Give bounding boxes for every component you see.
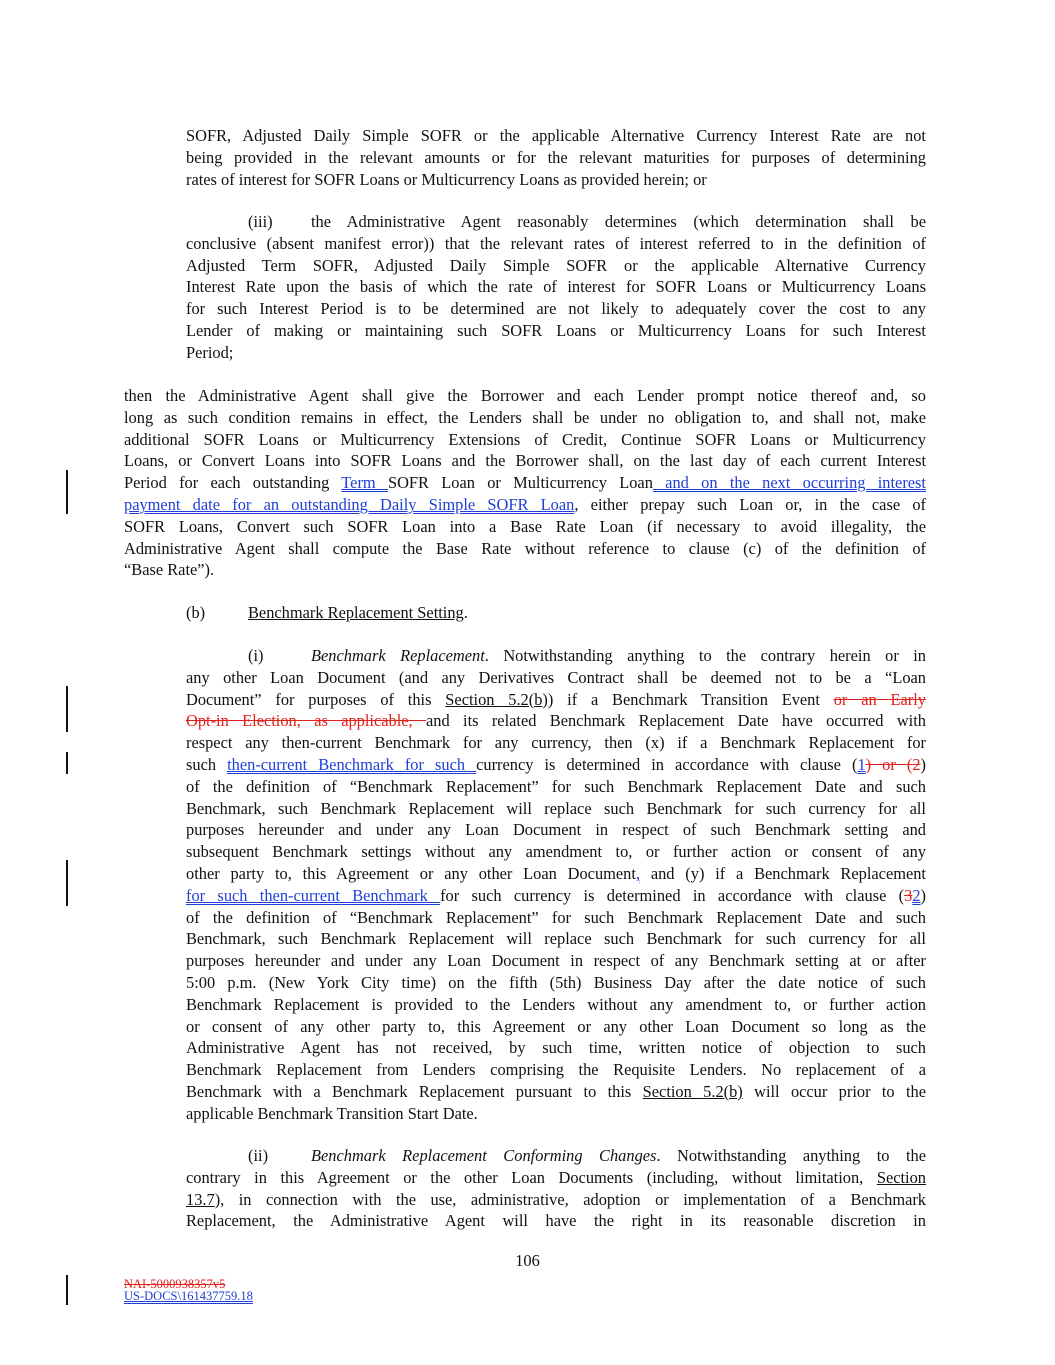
inserted-text: 2 (912, 885, 921, 905)
text-line: Lender of making or maintaining such SOFR Loans or Multicurrency Loans for such Interest (186, 320, 926, 340)
clause-number: (i) (248, 646, 264, 665)
text-line: 5:00 p.m. (New York City time) on the fifth (5th) Business Day after the date notice of such (186, 972, 926, 992)
text-line: rates of interest for SOFR Loans or Multicurrency Loans as provided herein; or (186, 169, 707, 189)
footer-deleted-doc-id: NAI-5000938357v5 (124, 1277, 226, 1291)
text-line: any other Loan Document (and any Derivatives Contract shall be deemed not to be a “Loan (186, 667, 926, 687)
change-bar (66, 860, 68, 906)
inserted-text: payment date for an outstanding Daily Simple SOFR Loan (124, 494, 575, 514)
change-bar (66, 1275, 68, 1305)
text-line: Benchmark Replacement from Lenders comprising the Requisite Lenders. No replacement of a (186, 1060, 926, 1080)
section-heading-b: (b) Benchmark Replacement Setting. (186, 603, 468, 622)
text-line: Loans, or Convert Loans into SOFR Loans and the Borrower shall, on the last day of each current Interest (124, 451, 926, 471)
change-bar (66, 470, 68, 514)
deleted-text: or an Early (833, 689, 926, 709)
text-line: SOFR Loans, Convert such SOFR Loan into a Base Rate Loan (if necessary to avoid illegality, the (124, 516, 926, 536)
text-line: Benchmark Replacement is provided to the Lenders without any amendment to, or further action (186, 994, 926, 1014)
text-line: of the definition of “Benchmark Replacement” for such Benchmark Replacement Date and such (186, 776, 926, 796)
paragraph-then: then the Administrative Agent shall give the Borrower and each Lender prompt notice thereof and, so long as such condition remains in effect, the Lenders shall be under no obligation to, and shall not, make additional SOFR Loans or Multicurrency Extensions of Credit, Continue SOFR Loans or Multicurrency Loans, or Convert Loans into SOFR Loans and the Borrower shall, on the last day of each current Interest Period for each outstanding Term SOFR Loan or Multicurrency Loan and on the next occurring interest payment date for an outstanding Daily Simple SOFR Loan, either prepay such Loan or, in the case of SOFR Loans, Convert such SOFR Loan into a Base Rate Loan (if necessary to avoid illegality, the Administrative Agent shall compute the Base Rate without reference to clause (c) of the definition of “Base Rate”). (124, 386, 926, 580)
text-line: then the Administrative Agent shall give the Borrower and each Lender prompt notice thereof and, so (124, 386, 926, 405)
text-line: Period; (186, 342, 234, 362)
inserted-text: for such then-current Benchmark (186, 885, 441, 905)
text-line: or consent of any other party to, this Agreement or any other Loan Document so long as the (186, 1016, 926, 1036)
text-line: the Administrative Agent reasonably determines (which determination shall be (311, 212, 926, 231)
inserted-text: , (635, 863, 641, 883)
inserted-text: and on the next occurring interest (652, 473, 926, 493)
text-line: being provided in the relevant amounts or for the relevant maturities for purposes of determining (186, 147, 926, 167)
change-bar (66, 686, 68, 732)
clause-number: (ii) (248, 1146, 269, 1165)
paragraph-continuation (186, 125, 926, 190)
text-line: Administrative Agent has not received, by such time, written notice of objection to such (186, 1038, 926, 1058)
deleted-text: 3 (904, 885, 913, 905)
section-reference: Section (876, 1167, 926, 1187)
text-line: Benchmark, such Benchmark Replacement will replace such Benchmark for such currency for all (186, 798, 926, 818)
section-reference: Section 5.2(b) (445, 689, 548, 709)
text-line: long as such condition remains in effect, the Lenders shall be under no obligation to, and shall not, make (124, 407, 926, 427)
change-bar (66, 752, 68, 774)
clause-i: (i) Benchmark Replacement. Notwithstanding anything to the contrary herein or in any other Loan Document (and any Derivatives Contract shall be deemed not to be a “Loan Document” for purposes of this Section 5.2(b)) if a Benchmark Transition Event or an Early Opt-in Election, as applicable, and its related Benchmark Replacement Date have occurred with respect any then-current Benchmark for any currency, then (x) if a Benchmark Replacement for such then-current Benchmark for such currency is determined in accordance with clause (1) or (2) of the definition of “Benchmark Replacement” for such Benchmark Replacement Date and such Benchmark, such Benchmark Replacement will replace such Benchmark for such currency for all purposes hereunder and under any Loan Document in respect of such Benchmark setting and subsequent Benchmark settings without any amendment to, or further action or consent of any other party to, this Agreement or any other Loan Document, and (y) if a Benchmark Replacement for such then-current Benchmark for such currency is determined in accordance with clause (32) of the definition of “Benchmark Replacement” for such Benchmark Replacement Date and such Benchmark, such Benchmark Replacement will replace such Benchmark for such currency for all purposes hereunder and under any Loan Document in respect of any Benchmark setting at or after 5:00 p.m. (New York City time) on the fifth (5th) Business Day after the date notice of such Benchmark Replacement is provided to the Lenders without any amendment to, or further action or consent of any other party to, this Agreement or any other Loan Document so long as the Administrative Agent has not received, by such time, written notice of objection to such Benchmark Replacement from Lenders comprising the Requisite Lenders. No replacement of a Benchmark with a Benchmark Replacement pursuant to this Section 5.2(b) will occur prior to the applicable Benchmark Transition Start Date. (186, 646, 927, 1123)
text-line: Interest Rate upon the basis of which the rate of interest for SOFR Loans or Multicurrency Loans (186, 277, 926, 297)
text-line: subsequent Benchmark settings without any amendment to, or further action or consent of any (186, 842, 926, 862)
clause-title: Benchmark Replacement Conforming Changes (311, 1146, 657, 1165)
clause-number: (b) (186, 603, 206, 622)
clause-iii (186, 211, 926, 364)
text-line: of the definition of “Benchmark Replacement” for such Benchmark Replacement Date and such (186, 907, 926, 927)
section-title: Benchmark Replacement Setting (248, 603, 464, 622)
text-line: “Base Rate”). (124, 560, 215, 580)
text-line: SOFR, Adjusted Daily Simple SOFR or the applicable Alternative Currency Interest Rate are not (186, 126, 926, 145)
text-line: additional SOFR Loans or Multicurrency Extensions of Credit, Continue SOFR Loans or Multicurrency (124, 429, 926, 449)
deleted-text: ) or (2 (865, 754, 921, 774)
inserted-text: Term (341, 473, 388, 493)
deleted-text: Opt-in Election, as applicable, (186, 711, 426, 731)
text-line: purposes hereunder and under any Loan Document in respect of any Benchmark setting at or after (186, 951, 926, 971)
text-line: for such Interest Period is to be determined are not likely to adequately cover the cost to any (186, 299, 926, 319)
text-line: purposes hereunder and under any Loan Document in respect of such Benchmark setting and (186, 820, 926, 840)
section-reference: 13.7 (186, 1189, 215, 1209)
text-line: Replacement, the Administrative Agent will have the right in its reasonable discretion in (186, 1211, 926, 1231)
text-line: Benchmark, such Benchmark Replacement will replace such Benchmark for such currency for all (186, 929, 926, 949)
inserted-text: 1 (857, 754, 866, 774)
text-line: respect any then-current Benchmark for any currency, then (x) if a Benchmark Replacement for (186, 733, 926, 753)
clause-title: Benchmark Replacement (311, 646, 485, 665)
text-line: conclusive (absent manifest error)) that the relevant rates of interest referred to in the definition of (186, 233, 926, 253)
footer-inserted-doc-id: US-DOCS\161437759.18 (124, 1289, 253, 1303)
inserted-text: then-current Benchmark for such (227, 754, 477, 774)
clause-number: (iii) (248, 212, 273, 231)
text-line: Administrative Agent shall compute the Base Rate without reference to clause (c) of the definition of (124, 538, 926, 558)
section-reference: Section 5.2(b) (642, 1081, 743, 1101)
page-number: 106 (515, 1251, 540, 1270)
clause-ii: (ii) Benchmark Replacement Conforming Changes. Notwithstanding anything to the contrary in this Agreement or the other Loan Documents (including, without limitation, Section 13.7), in connection with the use, administrative, adoption or implementation of a Benchmark Replacement, the Administrative Agent will have the right in its reasonable discretion in (186, 1146, 926, 1231)
text-line: Adjusted Term SOFR, Adjusted Daily Simple SOFR or the applicable Alternative Currency (186, 255, 926, 275)
text-line: applicable Benchmark Transition Start Date. (186, 1103, 478, 1123)
